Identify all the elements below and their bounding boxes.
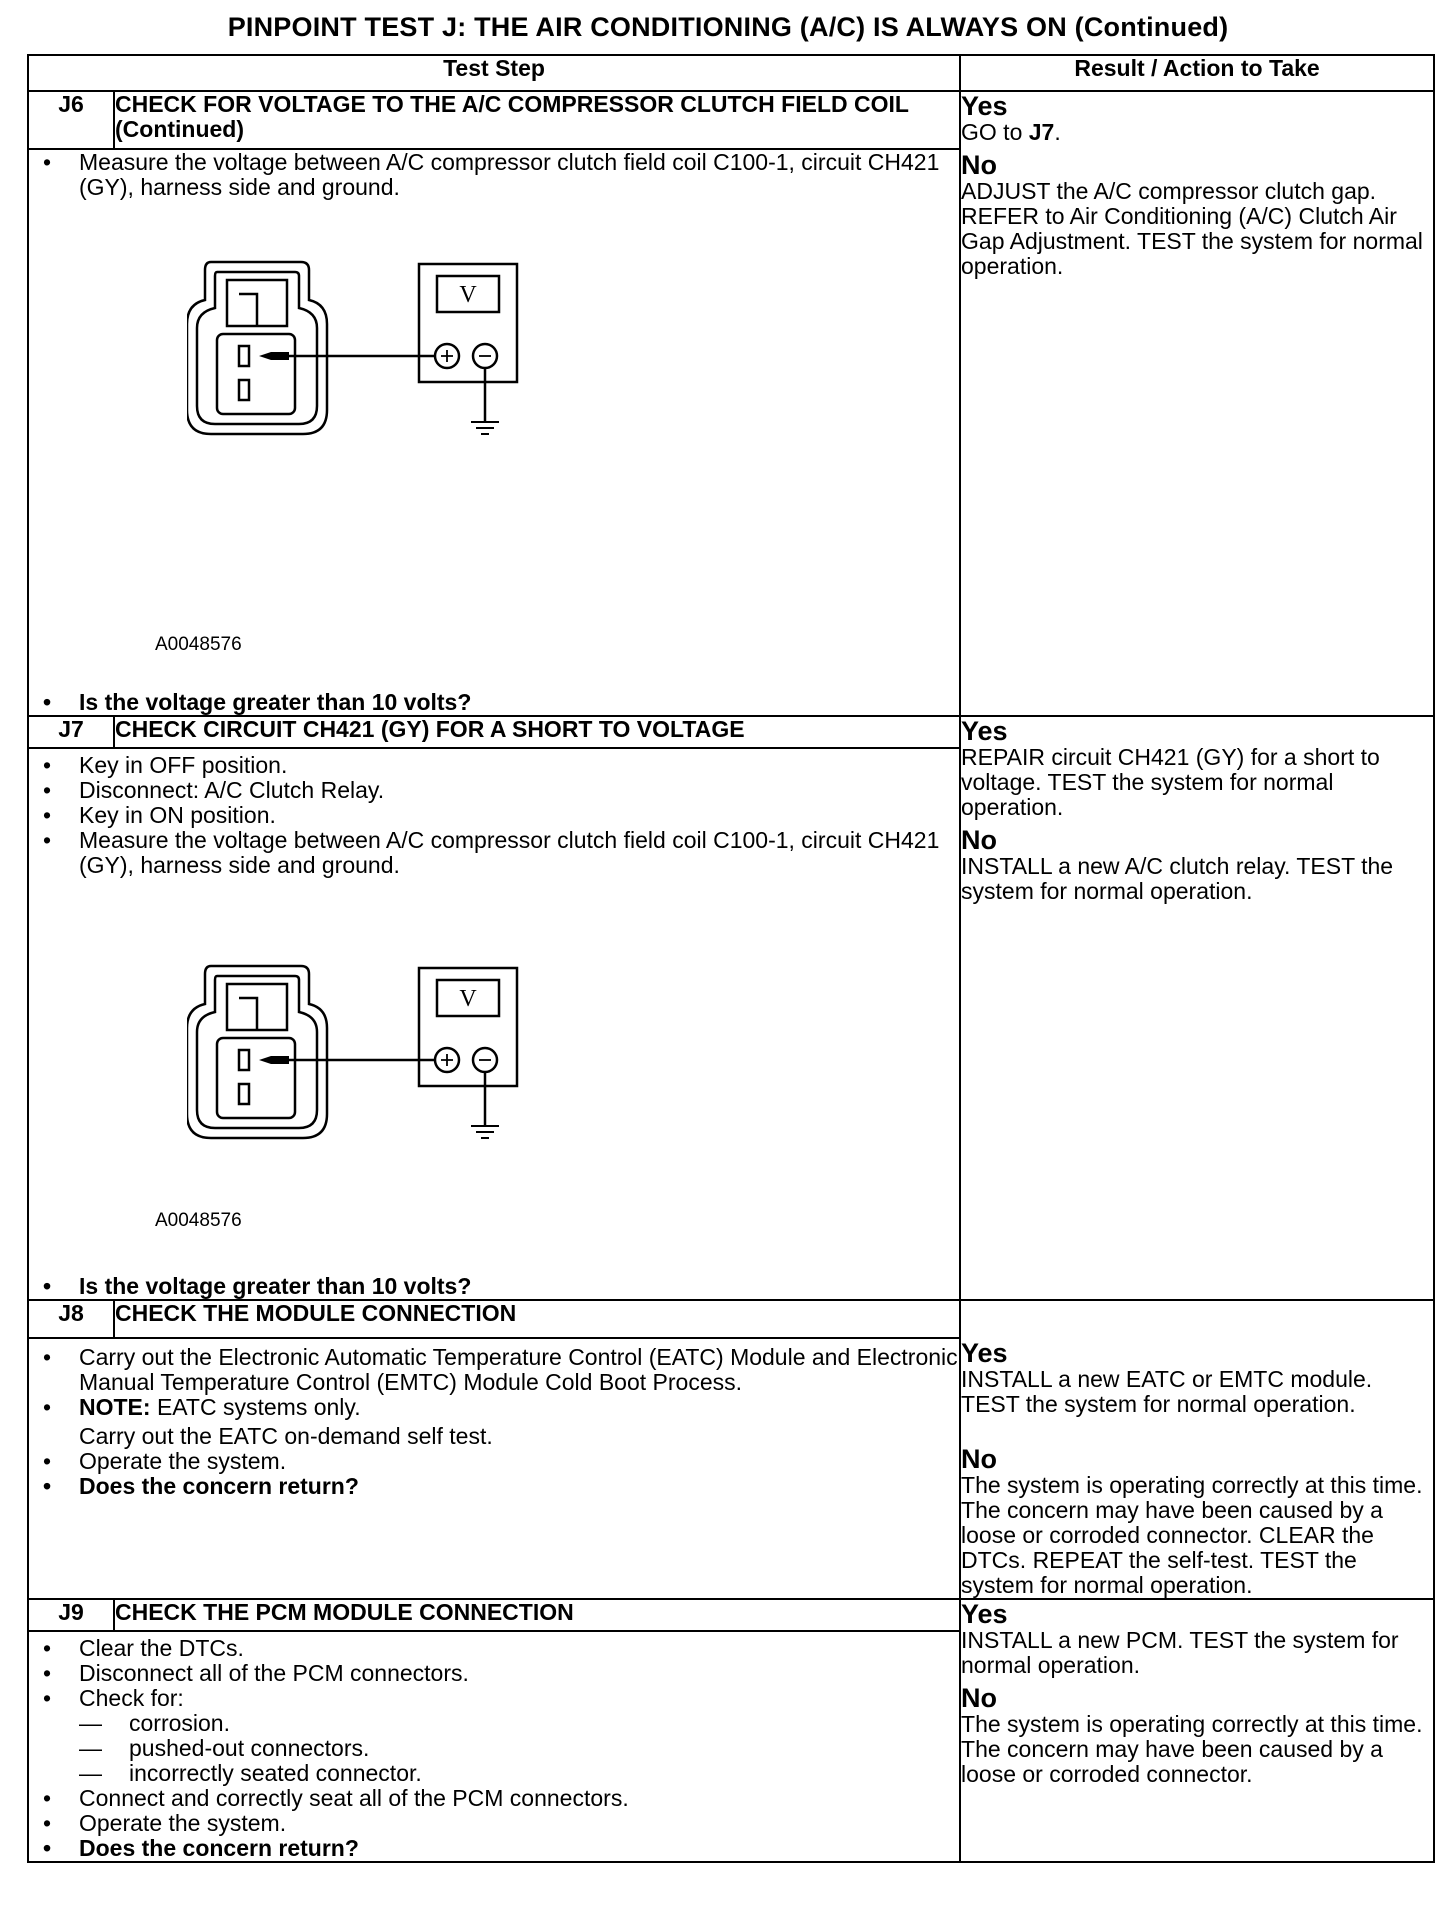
note-item: • NOTE: EATC systems only. [43,1395,959,1420]
step-j6-result [960,91,1434,716]
check-item: — pushed-out connectors. [79,1736,959,1761]
voltmeter-diagram [29,964,959,1274]
header-result: Result / Action to Take [960,55,1434,91]
action-item: • Disconnect all of the PCM connectors. [43,1661,959,1686]
meter-label: V [459,282,477,308]
test-question: • Does the concern return? [43,1836,959,1861]
action-list [43,1636,959,1861]
step-j9-title-row [28,1599,1434,1631]
action-list [43,753,959,878]
step-id: J6 [28,91,114,149]
yes-label: Yes [961,1599,1008,1629]
step-title: CHECK THE MODULE CONNECTION [114,1300,960,1338]
action-item: • Key in OFF position. [43,753,959,778]
step-id: J9 [28,1599,114,1631]
action-item: • Operate the system. [43,1811,959,1836]
no-text: ADJUST the A/C compressor clutch gap. REFER to Air Conditioning (A/C) Clutch Air Gap Adjustment. TEST the system for normal operation. [961,178,1423,279]
test-question: • Is the voltage greater than 10 volts? [43,1274,959,1299]
meter-label: V [459,986,477,1012]
check-sublist [79,1711,959,1786]
no-text: The system is operating correctly at this time. The concern may have been caused by a loose or corroded connector. CLEAR the DTCs. REPEAT the self-test. TEST the system for normal operation. [961,1472,1423,1598]
action-list [43,1345,959,1499]
action-item: • Clear the DTCs. [43,1636,959,1661]
step-id: J8 [28,1300,114,1338]
action-item: • Carry out the Electronic Automatic Temperature Control (EATC) Module and Electronic Manual Temperature Control (EMTC) Module Cold Boot Process. [43,1345,959,1395]
action-item: • Operate the system. [43,1449,959,1474]
step-j8-body [28,1338,960,1599]
step-j6-title-row [28,91,1434,149]
step-title: CHECK THE PCM MODULE CONNECTION [114,1599,960,1631]
step-j9-result [960,1599,1434,1862]
connector-voltmeter-illustration [187,964,547,1164]
step-j8-title-row [28,1300,1434,1338]
check-item: — incorrectly seated connector. [79,1761,959,1786]
step-j9-body [28,1631,960,1862]
no-label: No [961,1444,998,1474]
step-title: CHECK FOR VOLTAGE TO THE A/C COMPRESSOR CLUTCH FIELD COIL (Continued) [114,91,960,149]
yes-label: Yes [961,91,1008,121]
test-question: • Is the voltage greater than 10 volts? [43,690,959,715]
action-item: • Key in ON position. [43,803,959,828]
yes-text: REPAIR circuit CH421 (GY) for a short to voltage. TEST the system for normal operation. [961,744,1380,820]
action-item: • Measure the voltage between A/C compressor clutch field coil C100-1, circuit CH421 (GY), harness side and ground. [43,150,959,200]
figure-id: A0048576 [155,634,242,655]
question-list [43,1274,959,1299]
test-question: • Does the concern return? [43,1474,959,1499]
check-item: — corrosion. [79,1711,959,1736]
step-title: CHECK CIRCUIT CH421 (GY) FOR A SHORT TO VOLTAGE [114,716,960,748]
question-list [43,690,959,715]
yes-label: Yes [961,716,1008,746]
step-id: J7 [28,716,114,748]
header-test-step: Test Step [28,55,960,91]
yes-text: INSTALL a new EATC or EMTC module. TEST the system for normal operation. [961,1366,1373,1417]
pinpoint-test-table [27,54,1435,1863]
table-header-row [28,55,1434,91]
yes-text: GO to J7. [961,119,1061,145]
step-j6-body [28,149,960,716]
voltmeter-diagram [29,260,959,690]
figure-id: A0048576 [155,1210,242,1231]
step-j7-result [960,716,1434,1300]
action-item [43,1686,959,1786]
action-item: • Disconnect: A/C Clutch Relay. [43,778,959,803]
no-label: No [961,825,998,855]
no-text: The system is operating correctly at this time. The concern may have been caused by a loose or corroded connector. [961,1711,1423,1787]
action-item: • Connect and correctly seat all of the PCM connectors. [43,1786,959,1811]
yes-label: Yes [961,1338,1008,1368]
yes-text: INSTALL a new PCM. TEST the system for normal operation. [961,1627,1399,1678]
step-j7-title-row [28,716,1434,748]
no-label: No [961,1683,998,1713]
connector-voltmeter-illustration [187,260,547,460]
check-for-label: Check for: [79,1685,184,1711]
no-label: No [961,150,998,180]
step-j8-result [960,1300,1434,1599]
step-j7-body [28,748,960,1300]
no-text: INSTALL a new A/C clutch relay. TEST the system for normal operation. [961,853,1394,904]
note-followup: Carry out the EATC on-demand self test. [79,1422,493,1449]
action-list [43,150,959,200]
action-item: • Measure the voltage between A/C compressor clutch field coil C100-1, circuit CH421 (GY), harness side and ground. [43,828,959,878]
page-title: PINPOINT TEST J: THE AIR CONDITIONING (A/C) IS ALWAYS ON (Continued) [227,12,1229,42]
